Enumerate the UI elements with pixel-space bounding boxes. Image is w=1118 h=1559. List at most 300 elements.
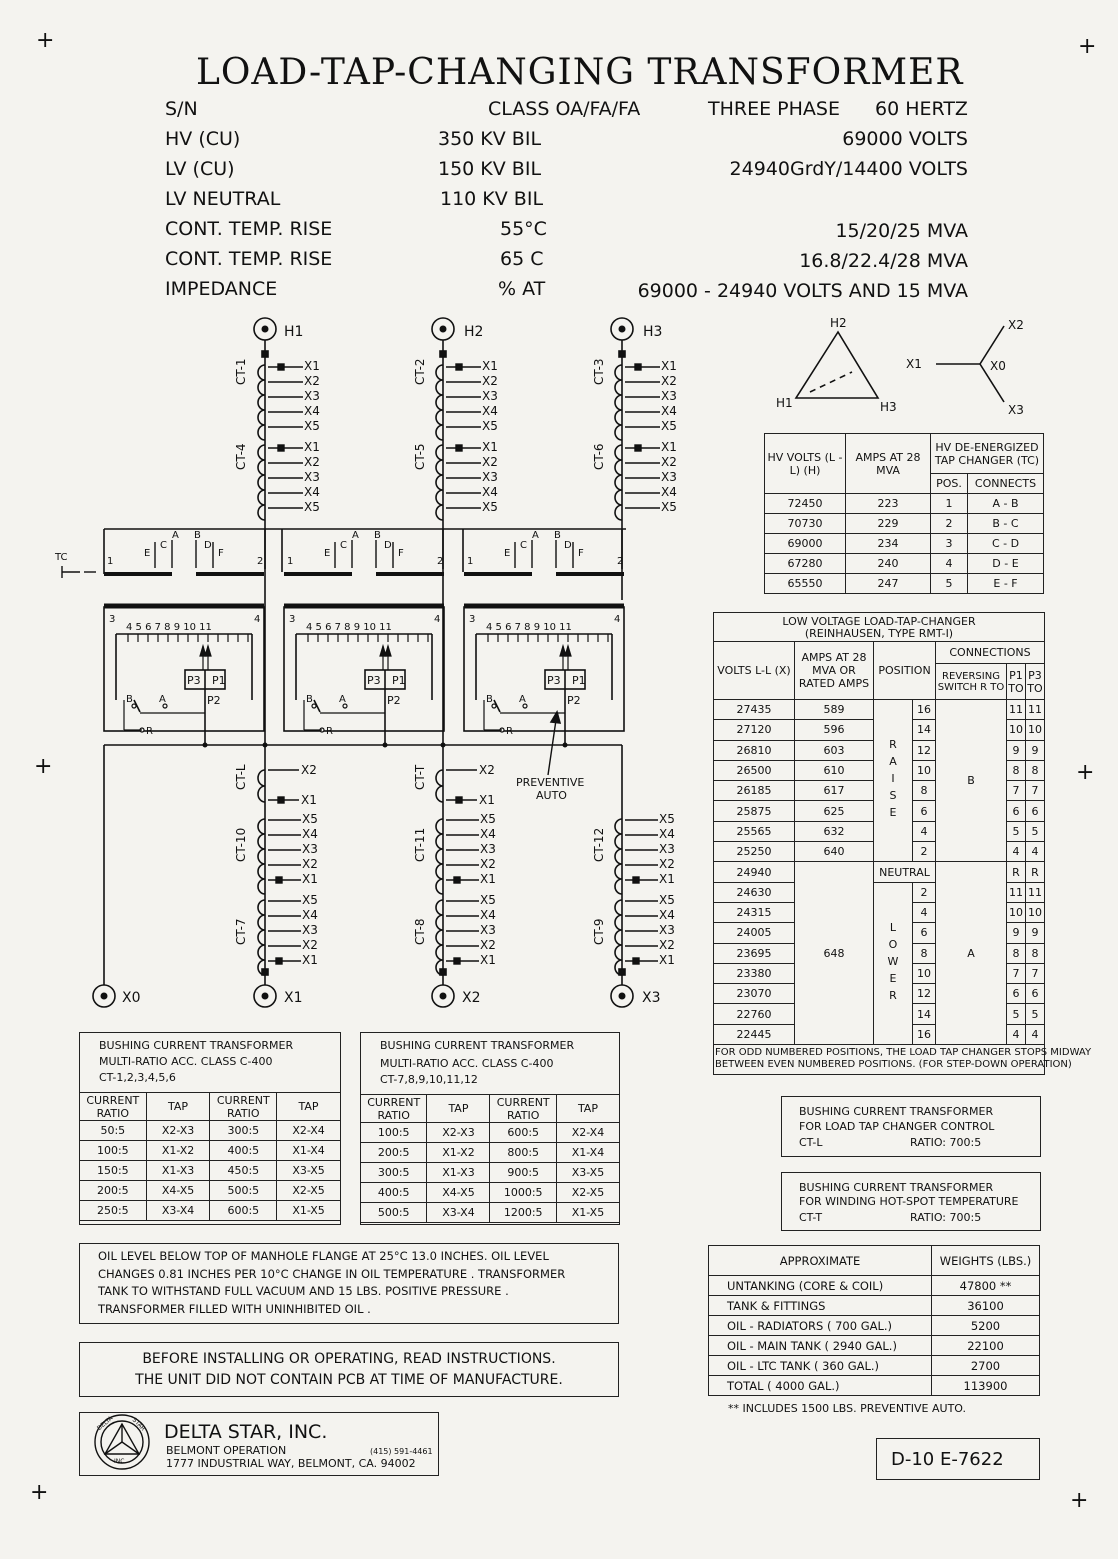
ct-tap-label: X5 [302, 812, 318, 826]
bct-cell: X1-X4 [277, 1141, 341, 1161]
ct-tap-label: X5 [659, 893, 675, 907]
hv-table-cell: 70730 [765, 514, 846, 534]
ct-tap-label: X5 [482, 419, 498, 433]
drawing-number-box [876, 1438, 1040, 1480]
ct-tap-label: X3 [304, 389, 320, 403]
ltc-volts: 22445 [714, 1024, 795, 1044]
oil-note-box [79, 1243, 619, 1324]
bct-cell: 300:5 [361, 1163, 427, 1183]
registration-mark: + [34, 754, 53, 779]
ltc-p1: 6 [1007, 984, 1026, 1004]
dial-label: 3 [109, 614, 116, 625]
tc-contact-label: A [352, 530, 359, 541]
ltc-subtitle: (REINHAUSEN, TYPE RMT-I) [804, 627, 954, 640]
ltc-lower-amps: 648 [795, 862, 874, 1045]
ltc-amps: 603 [795, 740, 874, 760]
p3-label: P3 [187, 674, 201, 687]
bct-cell: 500:5 [210, 1181, 277, 1201]
ct-tap-label: X1 [480, 953, 496, 967]
bct-cell: X1-X5 [277, 1201, 341, 1221]
ltc-p1: 8 [1007, 943, 1026, 963]
tc-contact-label: F [218, 548, 224, 559]
ct-tap-label: X4 [482, 485, 498, 499]
x2-bushing [432, 985, 454, 1007]
ct3-label: CT-3 [592, 358, 606, 385]
dial-label: 4 [614, 614, 621, 625]
impedance-label: IMPEDANCE [165, 278, 278, 300]
bct-cell: 600:5 [490, 1123, 556, 1143]
ct-tap-label: X1 [482, 359, 498, 373]
ct-tap-label: X5 [482, 500, 498, 514]
ct-tap-label: X3 [661, 470, 677, 484]
weights-header: WEIGHTS (LBS.) [932, 1246, 1040, 1276]
company-name: DELTA STAR, INC. [164, 1421, 328, 1443]
tc-contact-label: D [384, 540, 392, 551]
company-phone: (415) 591-4461 [370, 1447, 433, 1456]
ct-tap-label: X4 [482, 404, 498, 418]
hv-table-cell: 229 [846, 514, 931, 534]
company-division: BELMONT OPERATION [166, 1444, 287, 1457]
ct-tap-label: X3 [659, 923, 675, 937]
bct-cell: X2-X3 [427, 1123, 490, 1143]
ct-tap-label: X4 [480, 908, 496, 922]
ct12-label: CT-12 [592, 827, 606, 862]
switch-a-label: A [519, 694, 526, 705]
hv-table-cell: A - B [968, 494, 1044, 514]
ltc-p1: 4 [1007, 842, 1026, 862]
bct-cell: X2-X4 [556, 1123, 619, 1143]
ltc-raise-word: RAISE [874, 700, 913, 862]
tc-contact-label: C [520, 540, 527, 551]
dial-scale: 4 5 6 7 8 9 10 11 [126, 622, 212, 633]
temp-rise-value: 55°C [500, 218, 547, 240]
weights-value: 2700 [932, 1356, 1040, 1376]
ltc-position: 14 [913, 720, 936, 740]
ct9-label: CT-9 [592, 918, 606, 945]
weights-value: 36100 [932, 1296, 1040, 1316]
ltc-p1: 7 [1007, 963, 1026, 983]
ltc-p3: 11 [1026, 882, 1045, 902]
weights-row [709, 1316, 1040, 1336]
bct-row [361, 1123, 620, 1143]
switch-a-label: A [159, 694, 166, 705]
oil-note-text [98, 1248, 565, 1318]
ct-tap-label: X3 [480, 842, 496, 856]
amps-header: AMPS AT 28 MVA [846, 434, 931, 494]
ltc-volts: 22760 [714, 1004, 795, 1024]
phase-label: THREE PHASE [708, 98, 840, 120]
ltc-position: 4 [913, 902, 936, 922]
tc-contact-label: C [340, 540, 347, 551]
ct-tap-label: X1 [304, 440, 320, 454]
ltc-amps: 596 [795, 720, 874, 740]
weights-value: 113900 [932, 1376, 1040, 1396]
ltc-volts: 24630 [714, 882, 795, 902]
bct-cell: 200:5 [80, 1181, 147, 1201]
ct-tap-label: X5 [302, 893, 318, 907]
bct-cell: 150:5 [80, 1161, 147, 1181]
ltc-neutral-row [714, 862, 1045, 882]
ltc-raise-switch: B [936, 700, 1007, 862]
bct-cell: X3-X4 [427, 1203, 490, 1223]
bct-cell: 800:5 [490, 1143, 556, 1163]
logo-text-top: DELTA [95, 1414, 115, 1433]
ltc-volts: 25875 [714, 801, 795, 821]
ct-t-box [781, 1172, 1041, 1231]
weights-row [709, 1296, 1040, 1316]
tc-contact-label: E [144, 548, 151, 559]
ltc-volts: 23070 [714, 984, 795, 1004]
hv-table-row [765, 554, 1044, 574]
ltc-position: 10 [913, 963, 936, 983]
ltc-volts: 25250 [714, 842, 795, 862]
ltc-volts: 24005 [714, 923, 795, 943]
bct1-class: MULTI-RATIO ACC. CLASS C-400 [99, 1055, 273, 1068]
wye-x0: X0 [990, 359, 1006, 373]
weights-item: TANK & FITTINGS [709, 1296, 932, 1316]
tc-contact-label: A [532, 530, 539, 541]
registration-mark: + [1076, 760, 1095, 785]
weights-item: OIL - MAIN TANK ( 2940 GAL.) [709, 1336, 932, 1356]
ct-tap-label: X5 [661, 419, 677, 433]
ltc-amps-header: AMPS AT 28 MVA OR RATED AMPS [795, 642, 874, 700]
ct-tap-label: X1 [661, 359, 677, 373]
hv-table-cell: 67280 [765, 554, 846, 574]
impedance-value: % AT [498, 278, 546, 300]
ct-tap-label: X1 [659, 953, 675, 967]
bct-header: TAP [277, 1093, 341, 1121]
ltc-position: 14 [913, 1004, 936, 1024]
hv-table-cell: B - C [968, 514, 1044, 534]
ltc-volts: 24940 [714, 862, 795, 882]
ltc-volts: 27435 [714, 700, 795, 720]
ct-tap-label: X4 [659, 908, 675, 922]
bct-row [80, 1141, 341, 1161]
ct-tap-label: X5 [661, 500, 677, 514]
registration-mark: + [1070, 1488, 1089, 1513]
oil-note-line: OIL LEVEL BELOW TOP OF MANHOLE FLANGE AT 25°C 13.0 INCHES. OIL LEVEL [98, 1249, 549, 1263]
hv-table-row [765, 494, 1044, 514]
bct-header-row [361, 1095, 620, 1123]
ct-tap-label: X2 [479, 763, 495, 777]
ct-t-name: CT-T [799, 1211, 823, 1224]
bct-cell: X1-X3 [427, 1163, 490, 1183]
weights-table [708, 1245, 1040, 1396]
weights-item: TOTAL ( 4000 GAL.) [709, 1376, 932, 1396]
bct-cell: X1-X3 [146, 1161, 210, 1181]
hv-table-cell: 2 [931, 514, 968, 534]
ltc-position: 2 [913, 882, 936, 902]
ct-tap-label: X4 [304, 404, 320, 418]
ltc-raise-row [714, 700, 1045, 720]
h1-label: H1 [284, 324, 304, 340]
hv-table-cell: 223 [846, 494, 931, 514]
ct-tap-label: X2 [304, 374, 320, 388]
ct-tap-label: X2 [659, 857, 675, 871]
ltc-note-line-2: BETWEEN EVEN NUMBERED POSITIONS. (FOR STEP-DOWN OPERATION) [715, 1059, 1072, 1070]
bct-cell: 400:5 [361, 1183, 427, 1203]
p2-label: P2 [207, 694, 221, 707]
hv-table-cell: 72450 [765, 494, 846, 514]
hv-table-cell: 3 [931, 534, 968, 554]
bct-cell: X3-X5 [556, 1163, 619, 1183]
ltc-volts: 23380 [714, 963, 795, 983]
wye-x3: X3 [1008, 403, 1024, 417]
hv-table-cell: 5 [931, 574, 968, 594]
weights-value: 47800 ** [932, 1276, 1040, 1296]
bct-cell: 1000:5 [490, 1183, 556, 1203]
weights-value: 5200 [932, 1316, 1040, 1336]
ct-tap-label: X4 [304, 485, 320, 499]
ltc-volts: 26185 [714, 781, 795, 801]
weights-row [709, 1276, 1040, 1296]
warning-box [79, 1342, 619, 1397]
ltc-p3: 8 [1026, 760, 1045, 780]
warning-line-2: THE UNIT DID NOT CONTAIN PCB AT TIME OF MANUFACTURE. [135, 1372, 563, 1388]
ct-tap-label: X4 [302, 827, 318, 841]
p1-label: P1 [392, 674, 406, 687]
ct-tap-label: X3 [482, 389, 498, 403]
switch-b-label: B [126, 694, 133, 705]
ct-t-line2: FOR WINDING HOT-SPOT TEMPERATURE [799, 1195, 1019, 1208]
tc-contact-label: 2 [437, 556, 444, 567]
ltc-volts: 25565 [714, 821, 795, 841]
wye-x1: X1 [906, 357, 922, 371]
ct-l-label: CT-L [234, 764, 248, 790]
ct2-label: CT-2 [413, 358, 427, 385]
bct-cell: X2-X5 [556, 1183, 619, 1203]
registration-mark: + [1078, 34, 1097, 59]
ltc-p3: 9 [1026, 923, 1045, 943]
temp-rise-value-2: 65 C [500, 248, 544, 270]
ltc-amps: 632 [795, 821, 874, 841]
hv-table-cell: 240 [846, 554, 931, 574]
ltc-volts: 26810 [714, 740, 795, 760]
ct-tap-label: X4 [661, 485, 677, 499]
bct-cell: 50:5 [80, 1121, 147, 1141]
weights-value: 22100 [932, 1336, 1040, 1356]
ct-tap-label: X1 [661, 440, 677, 454]
hv-table-row [765, 574, 1044, 594]
tc-contact-label: E [324, 548, 331, 559]
bct-header: CURRENT RATIO [210, 1093, 277, 1121]
tc-contact-label: 2 [257, 556, 264, 567]
ltc-volts-header: VOLTS L-L (X) [714, 642, 795, 700]
tc-contact-label: B [194, 530, 201, 541]
x2-label: X2 [462, 990, 481, 1006]
hv-table-cell: 4 [931, 554, 968, 574]
hv-table-cell: 1 [931, 494, 968, 514]
p3-label: P3 [367, 674, 381, 687]
bct-header: TAP [146, 1093, 210, 1121]
ct-t-label: CT-T [413, 764, 427, 790]
ltc-lower-word: LOWER [874, 882, 913, 1044]
ltc-amps: 617 [795, 781, 874, 801]
lv-neutral-bil: 110 KV BIL [440, 188, 544, 210]
logo-text-right: STAR [130, 1416, 147, 1433]
bct-cell: X4-X5 [427, 1183, 490, 1203]
bct-cell: X3-X4 [146, 1201, 210, 1221]
hv-table-cell: 69000 [765, 534, 846, 554]
ct-tap-label: X3 [480, 923, 496, 937]
class-label: CLASS OA/FA/FA [488, 98, 641, 120]
bct2-title: BUSHING CURRENT TRANSFORMER [380, 1039, 575, 1052]
x0-label: X0 [122, 990, 141, 1006]
ltc-connections-header: CONNECTIONS [936, 642, 1045, 664]
bct-row [361, 1143, 620, 1163]
tc-contact-label: D [564, 540, 572, 551]
p3-label: P3 [547, 674, 561, 687]
ct-tap-label: X2 [659, 938, 675, 952]
ct-tap-label: X2 [480, 938, 496, 952]
connects-header: CONNECTS [968, 474, 1044, 494]
ltc-amps: 640 [795, 842, 874, 862]
weights-row [709, 1376, 1040, 1396]
bct-row [80, 1181, 341, 1201]
ct-l-ratio: RATIO: 700:5 [910, 1136, 982, 1149]
tc-contact-label: F [398, 548, 404, 559]
ct-tap-label: X2 [661, 374, 677, 388]
ct5-label: CT-5 [413, 443, 427, 470]
bct-cell: 250:5 [80, 1201, 147, 1221]
bct-cell: X1-X5 [556, 1203, 619, 1223]
dial-label: 3 [469, 614, 476, 625]
bct-cell: 100:5 [80, 1141, 147, 1161]
registration-mark: + [36, 28, 55, 53]
hv-table-row [765, 534, 1044, 554]
bct-header: CURRENT RATIO [80, 1093, 147, 1121]
ct-tap-label: X2 [480, 857, 496, 871]
ltc-p3: 8 [1026, 943, 1045, 963]
hv-table-cell: C - D [968, 534, 1044, 554]
delta-h1: H1 [776, 396, 793, 410]
ct-tap-label: X2 [661, 455, 677, 469]
tc-contact-label: F [578, 548, 584, 559]
ltc-volts: 26500 [714, 760, 795, 780]
bct-cell: X1-X2 [427, 1143, 490, 1163]
ct-tap-label: X4 [659, 827, 675, 841]
ct-tap-label: X2 [482, 455, 498, 469]
weights-header-row [709, 1246, 1040, 1276]
logo-text-bottom: INC. [114, 1458, 127, 1465]
ltc-reversing-header: REVERSING SWITCH R TO [936, 664, 1007, 700]
ltc-amps: 610 [795, 760, 874, 780]
oil-note-line: TRANSFORMER FILLED WITH UNINHIBITED OIL . [98, 1301, 371, 1316]
hv-volts: 69000 VOLTS [842, 128, 968, 150]
ct-t-ratio: RATIO: 700:5 [910, 1211, 982, 1224]
ltc-note [715, 1047, 1091, 1071]
ltc-position-header: POSITION [874, 642, 936, 700]
oil-note-line: TANK TO WITHSTAND FULL VACUUM AND 15 LBS. POSITIVE PRESSURE . [98, 1284, 509, 1298]
x3-bushing [611, 985, 633, 1007]
ltc-p1: 10 [1007, 902, 1026, 922]
switch-b-label: B [306, 694, 313, 705]
ltc-p3: 10 [1026, 720, 1045, 740]
ltc-p3: 11 [1026, 700, 1045, 720]
ct-l-line1: BUSHING CURRENT TRANSFORMER [799, 1105, 994, 1118]
ct-tap-label: X5 [304, 500, 320, 514]
temp-rise-label-2: CONT. TEMP. RISE [165, 248, 333, 270]
bct-cell: 300:5 [210, 1121, 277, 1141]
bct-cell: X2-X3 [146, 1121, 210, 1141]
p2-label: P2 [567, 694, 581, 707]
lv-volts: 24940GrdY/14400 VOLTS [729, 158, 968, 180]
hv-table-cell: 247 [846, 574, 931, 594]
hv-bil: 350 KV BIL [438, 128, 542, 150]
frequency-label: 60 HERTZ [875, 98, 968, 120]
lv-neutral-label: LV NEUTRAL [165, 188, 281, 210]
ltc-p3: R [1026, 862, 1045, 882]
ct-tap-label: X5 [480, 893, 496, 907]
ct-tap-label: X3 [304, 470, 320, 484]
ct8-label: CT-8 [413, 918, 427, 945]
ct7-label: CT-7 [234, 918, 248, 945]
bct-cell: X4-X5 [146, 1181, 210, 1201]
ct-tap-label: X5 [480, 812, 496, 826]
weights-row [709, 1356, 1040, 1376]
ct-l-name: CT-L [799, 1136, 823, 1149]
bct-cell: 200:5 [361, 1143, 427, 1163]
dial-scale: 4 5 6 7 8 9 10 11 [486, 622, 572, 633]
tc-contact-label: 1 [107, 556, 114, 567]
lv-label: LV (CU) [165, 158, 235, 180]
bct-header: CURRENT RATIO [361, 1095, 427, 1123]
temp-rise-mva-2: 16.8/22.4/28 MVA [799, 250, 968, 272]
tc-contact-label: C [160, 540, 167, 551]
bct-cell: X1-X4 [556, 1143, 619, 1163]
bct-cell: 450:5 [210, 1161, 277, 1181]
bct-header: TAP [427, 1095, 490, 1123]
ct10-label: CT-10 [234, 827, 248, 862]
ltc-p3: 4 [1026, 1024, 1045, 1044]
pos-header: POS. [931, 474, 968, 494]
ltc-p1: R [1007, 862, 1026, 882]
ltc-p1: 4 [1007, 1024, 1026, 1044]
ct-tap-label: X4 [302, 908, 318, 922]
tc-contact-label: 2 [617, 556, 624, 567]
ltc-p1: 11 [1007, 700, 1026, 720]
switch-b-label: B [486, 694, 493, 705]
hv-label: HV (CU) [165, 128, 241, 150]
hv-table-cell: D - E [968, 554, 1044, 574]
ltc-p3: 7 [1026, 963, 1045, 983]
ltc-header-row [714, 642, 1045, 664]
ct-tap-label: X5 [659, 812, 675, 826]
delta-h3: H3 [880, 400, 897, 414]
ct4-label: CT-4 [234, 443, 248, 470]
tc-contact-label: D [204, 540, 212, 551]
ltc-position: 6 [913, 801, 936, 821]
delta-h2: H2 [830, 316, 847, 330]
tc-contact-label: B [554, 530, 561, 541]
bct-cell: 900:5 [490, 1163, 556, 1183]
ltc-p1: 11 [1007, 882, 1026, 902]
tap-changer-header: HV DE-ENERGIZED TAP CHANGER (TC) [931, 434, 1044, 474]
ct-tap-label: X5 [304, 419, 320, 433]
bct-cell: X2-X5 [277, 1181, 341, 1201]
ct-tap-label: X3 [659, 842, 675, 856]
bct-row [80, 1121, 341, 1141]
ct-tap-label: X1 [302, 872, 318, 886]
p2-label: P2 [387, 694, 401, 707]
ct-t-line1: BUSHING CURRENT TRANSFORMER [799, 1181, 994, 1194]
ltc-p1: 8 [1007, 760, 1026, 780]
ct-tap-label: X2 [302, 857, 318, 871]
ct-tap-label: X1 [301, 793, 317, 807]
ltc-p1: 6 [1007, 801, 1026, 821]
weights-item: UNTANKING (CORE & COIL) [709, 1276, 932, 1296]
lv-bil: 150 KV BIL [438, 158, 542, 180]
